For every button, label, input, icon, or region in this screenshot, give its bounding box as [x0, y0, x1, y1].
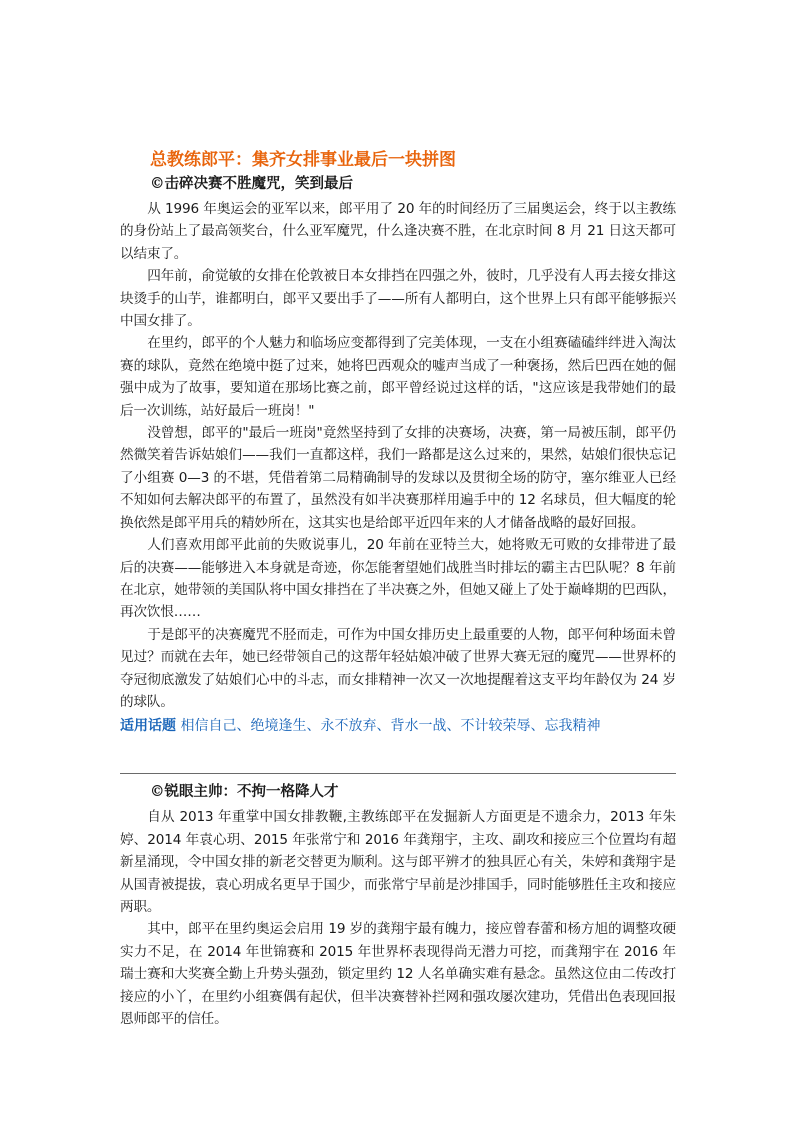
paragraph: 在里约，郎平的个人魅力和临场应变都得到了完美体现，一支在小组赛磕磕绊绊进入淘汰赛的球队，竟然在绝境中挺了过来，她将巴西观众的嘘声当成了一种褒扬，然后巴西在她的倔强中成为了故事，要知道在那场比赛之前，郎平曾经说过这样的话，"这应该是我带她们的最后一次训练，站好最后一班岗！": [120, 335, 676, 419]
document-body: [120, 148, 676, 1030]
paragraph: 自从 2013 年重掌中国女排教鞭,主教练郎平在发掘新人方面更是不遗余力，2013 年朱婷、2014 年袁心玥、2015 年张常宁和 2016 年龚翔宇，主攻、副攻和接应三个位置均有超新星涌现，令中国女排的新老交替更为顺利。这与郎平辨才的独具匠心有关，朱婷和龚翔宇是从国青被提拔，袁心玥成名更早于国少，而张常宁早前是沙排国手，同时能够胜任主攻和接应两职。: [120, 809, 676, 915]
paragraph: 从 1996 年奥运会的亚军以来，郎平用了 20 年的时间经历了三届奥运会，终于以主教练的身份站上了最高领奖台，什么亚军魔咒，什么逢决赛不胜，在北京时间 8 月 21 日这天都可以结束了。: [120, 201, 676, 262]
paragraph: 于是郎平的决赛魔咒不胫而走，可作为中国女排历史上最重要的人物，郎平何种场面未曾见过？而就在去年，她已经带领自己的这帮年轻姑娘冲破了世界大赛无冠的魔咒——世界杯的夺冠彻底激发了姑娘们心中的斗志，而女排精神一次又一次地提醒着这支平均年龄仅为 24 岁的球队。: [120, 626, 676, 710]
paragraph: 没曾想，郎平的"最后一班岗"竟然坚持到了女排的决赛场，决赛，第一局被压制，郎平仍然微笑着告诉姑娘们——我们一直都这样，我们一路都是这么过来的，果然，姑娘们很快忘记了小组赛 0—3 的不堪，凭借着第二局精确制导的发球以及贯彻全场的防守，塞尔维亚人已经不知如何去解决郎平的布置了，虽然没有如半决赛那样用遍手中的 12 名球员，但大幅度的轮换依然是郎平用兵的精妙所在，这其实也是给郎平近四年来的人才储备战略的最好回报。: [120, 425, 676, 531]
article-title: 总教练郎平：集齐女排事业最后一块拼图: [150, 150, 456, 170]
topics-label: 适用话题: [120, 718, 176, 735]
topics-list: 相信自己、绝境逢生、永不放弃、背水一战、不计较荣辱、忘我精神: [180, 718, 601, 735]
paragraph: 四年前，俞觉敏的女排在伦敦被日本女排挡在四强之外，彼时，几乎没有人再去接女排这块烫手的山芋，谁都明白，郎平又要出手了——所有人都明白，这个世界上只有郎平能够振兴中国女排了。: [120, 268, 676, 330]
section-subtitle-final-curse: ©击碎决赛不胜魔咒，笑到最后: [150, 175, 353, 192]
paragraph: 其中，郎平在里约奥运会启用 19 岁的龚翔宇最有魄力，接应曾春蕾和杨方旭的调整攻硬实力不足，在 2014 年世锦赛和 2015 年世界杯表现得尚无潜力可挖，而龚翔宇在 2016 年瑞士赛和大奖赛全勤上升势头强劲，锁定里约 12 人名单确实难有悬念。虽然这位由二传改打接应的小丫，在里约小组赛偶有起伏，但半决赛替补拦网和强攻屡次建功，凭借出色表现回报恩师郎平的信任。: [120, 921, 677, 1027]
section-divider: [120, 773, 676, 774]
applicable-topics: [120, 715, 676, 737]
section-subtitle-talent: ©锐眼主帅：不拘一格降人才: [150, 783, 339, 801]
paragraph: 人们喜欢用郎平此前的失败说事儿，20 年前在亚特兰大，她将败无可败的女排带进了最后的决赛——能够进入本身就是奇迹，你怎能奢望她们战胜当时排坛的霸主古巴队呢？8 年前在北京，她带领的美国队将中国女排挡在了半决赛之外，但她又碰上了处于巅峰期的巴西队，再次饮恨……: [120, 537, 676, 621]
